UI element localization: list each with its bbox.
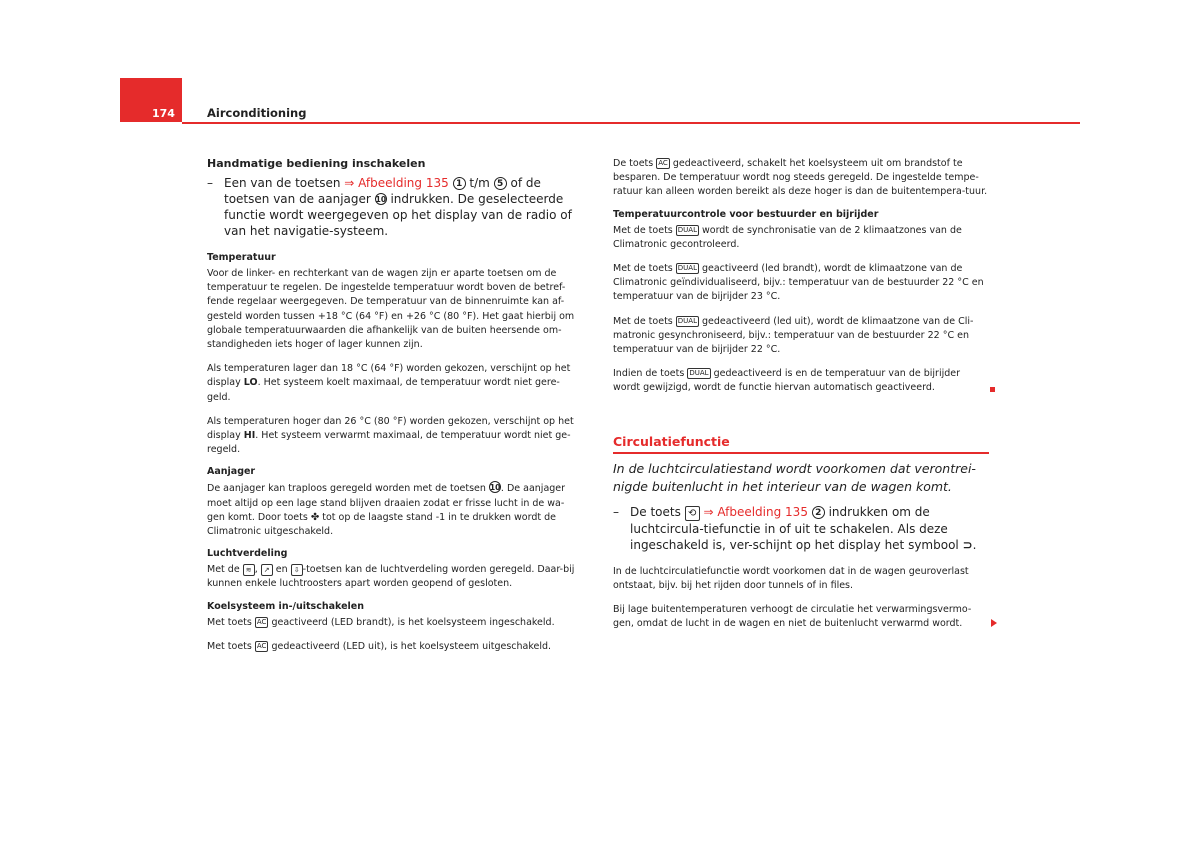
temperatuur-paragraph-2: Als temperaturen lager dan 18 °C (64 °F) worden gekozen, verschijnt op het display LO. Het systeem koelt maximaal, de temperatuur wordt niet gere-geld. [207,363,571,403]
dual-key-icon: DUAL [677,316,697,325]
ac-key-icon: AC [256,617,267,626]
callout-5: 5 [494,177,507,190]
circulatie-intro: In de luchtcirculatiestand wordt voorkomen dat verontrei-nigde buitenlucht in het interieur van de wagen komt. [613,460,976,494]
header-rule [182,122,1080,124]
dual-key-icon: DUAL [677,264,697,273]
ac-off-paragraph: De toets AC gedeactiveerd, schakelt het koelsysteem uit om brandstof te besparen. De temperatuur wordt nog steeds geregeld. De ingestelde tempe-ratuur kan alleen worden bereikt als deze hoger is dan de buitentempera-tuur. [613,158,988,198]
dual-key-icon: DUAL [677,225,697,234]
callout-1: 1 [453,177,466,190]
callout-10: 10 [375,195,387,204]
chapter-title: Airconditioning [207,106,307,120]
defrost-key-icon: ≋ [243,564,255,576]
continue-arrow-icon [991,619,997,627]
temperatuur-paragraph-1: Voor de linker- en rechterkant van de wagen zijn er aparte toetsen om de temperatuur te regelen. De ingestelde temperatuur wordt boven de betref-fende regelaar weergegeven. De temperatuur van de binnenruimte kan af-gesteld worden tussen +18 °C (64 °F) en +26 °C (80 °F). Het gaat hierbij om globale temperatuurwaarden die afhankelijk van de buiten heersende om-standigheden iets hoger of lager kunnen zijn. [207,268,575,351]
page-number: 174 [152,107,175,120]
left-column [207,157,581,654]
koelsysteem-paragraph-2: Met toets AC gedeactiveerd (LED uit), is het koelsysteem uitgeschakeld. [207,640,552,652]
circulatie-paragraph-2: Bij lage buitentemperaturen verhoogt de circulatie het verwarmingsvermo-gen, omdat de lucht in de wagen en niet de buitenlucht verwarmd wordt. [613,603,989,631]
figure-link[interactable]: ⇒ Afbeelding 135 [344,176,449,190]
ac-key-icon: AC [658,159,668,167]
ac-key-icon: AC [256,641,267,650]
heading-luchtverdeling: Luchtverdeling [207,548,288,560]
aanjager-paragraph: De aanjager kan traploos geregeld worden met de toetsen 10. De aanjager moet altijd op een lage stand blijven draaien zodat er frisse lucht in de wa-gen komt. Door toets ✤ tot op de laagste stand -1 in te drukken wordt de Climatronic uitgeschakeld. [207,483,566,538]
heading-dual: Temperatuurcontrole voor bestuurder en bijrijder [613,208,879,220]
section-rule [613,452,989,454]
bullet-handmatig: – Een van de toetsen ⇒ Afbeelding 135 1 t/m 5 of de toetsen van de aanjager 10 indrukken. De geselecteerde functie wordt weergegeven op het display van de radio of van het navigatie-systeem. [207,176,572,238]
dual-key-icon: DUAL [689,369,709,378]
dual-paragraph-3: Met de toets DUAL gedeactiveerd (led uit), wordt de klimaatzone van de Cli-matronic gesynchroniseerd, bijv.: temperatuur van de bestuurder 22 °C en temperatuur van de bijrijder 22 °C. [613,315,974,356]
section-title-circulatie: Circulatiefunctie [613,433,730,449]
dash: – [613,504,619,519]
heading-koelsysteem: Koelsysteem in-/uitschakelen [207,600,364,612]
recirculation-key-icon: ⟲ [685,506,700,521]
bullet-circulatie: – De toets ⟲ ⇒ Afbeelding 135 2 indrukken om de luchtcircula-tiefunctie in of uit te schakelen. Als deze ingeschakeld is, ver-schijnt op het display het symbool ⊃. [613,504,977,552]
koelsysteem-paragraph-1: Met toets AC geactiveerd (LED brandt), is het koelsysteem ingeschakeld. [207,616,555,628]
end-of-section-icon [990,387,995,392]
dash: – [207,176,213,190]
recirculation-symbol-icon: ⊃ [962,537,973,552]
circulatie-paragraph-1: In de luchtcirculatiefunctie wordt voorkomen dat in de wagen geuroverlast ontstaat, bijv. bij het rijden door tunnels of in files. [613,565,969,591]
heading-handmatig: Handmatige bediening inschakelen [207,157,426,170]
right-column [613,157,989,631]
dual-paragraph-4: Indien de toets DUAL gedeactiveerd is en de temperatuur van de bijrijder wordt gewijzigd, wordt de functie hiervan automatisch geactiveerd. [613,367,989,395]
face-vent-key-icon: ↗ [261,564,273,576]
footwell-key-icon: ⇩ [291,564,303,576]
dual-paragraph-1: Met de toets DUAL wordt de synchronisatie van de 2 klimaatzones van de Climatronic gecontroleerd. [613,224,962,250]
fan-icon: ✤ [310,511,320,523]
luchtverdeling-paragraph: Met de ≋ , ↗ en ⇩ -toetsen kan de luchtverdeling worden geregeld. Daar-bij kunnen enkele luchtroosters apart worden geopend of gesloten. [207,564,575,590]
heading-temperatuur: Temperatuur [207,252,276,263]
callout-10: 10 [489,483,501,493]
callout-2: 2 [812,506,825,519]
figure-link[interactable]: ⇒ Afbeelding 135 [703,504,808,519]
dual-paragraph-2: Met de toets DUAL geactiveerd (led brandt), wordt de klimaatzone van de Climatronic geïndividualiseerd, bijv.: temperatuur van de bestuurder 22 °C en temperatuur van de bijrijder 23 °C. [613,263,984,303]
heading-aanjager: Aanjager [207,466,256,478]
temperatuur-paragraph-3: Als temperaturen hoger dan 26 °C (80 °F) worden gekozen, verschijnt op het display HI. Het systeem verwarmt maximaal, de temperatuur wordt niet ge-regeld. [207,415,574,456]
